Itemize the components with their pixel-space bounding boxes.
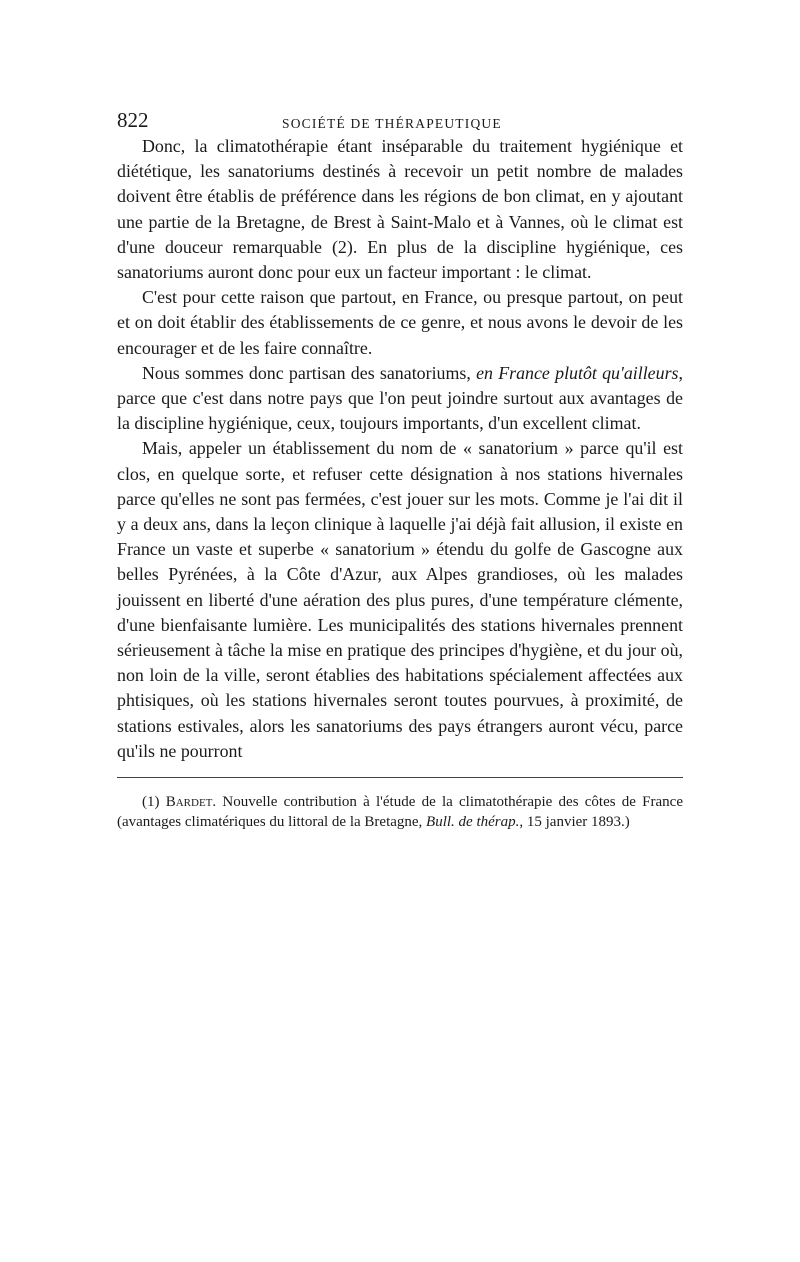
- paragraph-3-text-b: , parce que c'est dans notre pays que l'on peut joindre surtout aux avantages de la discipline hygiénique, ceux, toujours importants, d'un excellent climat.: [117, 362, 683, 434]
- running-head: [117, 100, 683, 134]
- footnote-text-a: . Nouvelle contribution à l'étude de la climatothérapie des côtes de France (avantages climatériques du littoral de la Bretagne,: [117, 794, 683, 831]
- paragraph-1: Donc, la climatothérapie étant inséparable du traitement hygiénique et diététique, les sanatoriums destinés à recevoir un petit nombre de malades doivent être établis de préférence dans les régions de bon climat, en y ajoutant une partie de la Bretagne, de Brest à Saint-Malo et à Vannes, où le climat est d'une douceur remarquable (2). En plus de la discipline hygiénique, ces sanatoriums auront donc pour eux un facteur important : le climat.: [117, 136, 683, 283]
- footnote-author: Bardet: [165, 794, 213, 811]
- paragraph-3-text-a: Nous sommes donc partisan des sanatoriums,: [142, 362, 477, 383]
- footnote-divider: [117, 777, 683, 778]
- footnote: [117, 792, 683, 832]
- footnote-journal: Bull. de thérap.: [426, 814, 520, 831]
- paragraph-3: [117, 361, 683, 437]
- page: [117, 100, 683, 832]
- page-number: 822: [117, 108, 149, 132]
- running-title: SOCIÉTÉ DE THÉRAPEUTIQUE: [282, 116, 502, 131]
- footnote-text-b: , 15 janvier 1893.): [519, 814, 630, 831]
- paragraph-2: C'est pour cette raison que partout, en France, ou presque partout, on peut et on doit établir des établissements de ce genre, et nous avons le devoir de les encourager et de les faire connaître.: [117, 287, 683, 358]
- paragraph-4: Mais, appeler un établissement du nom de « sanatorium » parce qu'il est clos, en quelque sorte, et refuser cette désignation à nos stations hivernales parce qu'elles ne sont pas fermées, c'est jouer sur les mots. Comme je l'ai dit il y a deux ans, dans la leçon clinique à laquelle j'ai déjà fait allusion, il existe en France un vaste et superbe « sanatorium » étendu du golfe de Gascogne aux belles Pyrénées, à la Côte d'Azur, aux Alpes grandioses, où les malades jouissent en liberté d'une aération des plus pures, d'une température clémente, d'une bienfaisante lumière. Les municipalités des stations hivernales prennent sérieusement à tâche la mise en pratique des principes d'hygiène, et du jour où, non loin de la ville, seront établies des habitations spécialement affectées aux phtisiques, où les stations hivernales seront toutes pourvues, à proximité, de stations estivales, alors les sanatoriums des pays étrangers auront vécu, parce qu'ils ne pourront: [117, 438, 683, 761]
- paragraph-3-emphasis: en France plutôt qu'ailleurs: [476, 362, 679, 383]
- body-text: [117, 134, 683, 764]
- footnote-marker: (1): [142, 794, 166, 811]
